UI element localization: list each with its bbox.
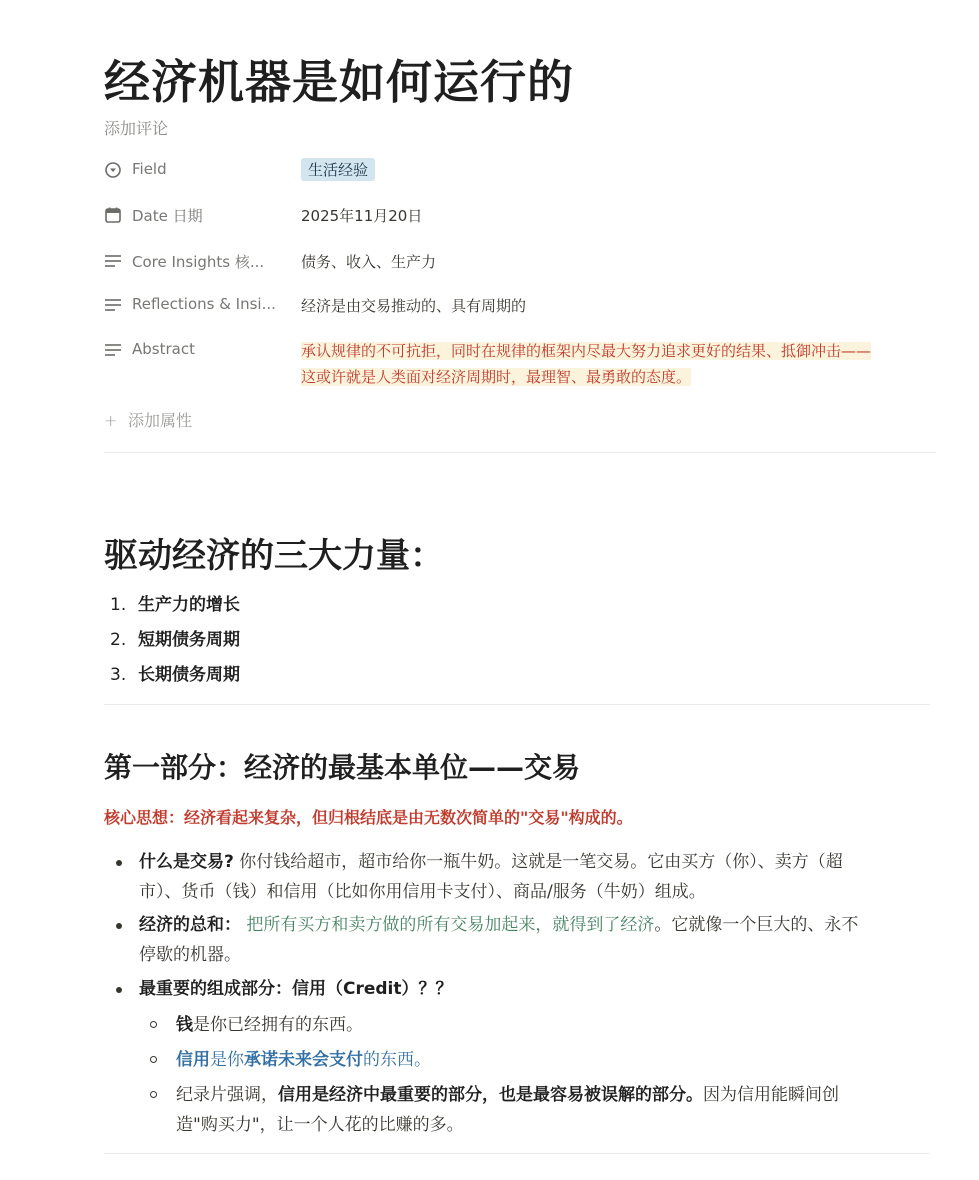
abstract-line-1: 承认规律的不可抗拒，同时在规律的框架内尽最大努力追求更好的结果、抵御冲击—— [301,342,872,360]
property-value[interactable]: 债务、收入、生产力 [301,253,437,271]
sub-bullet-money[interactable] [150,1010,935,1040]
bullet-text: 停歇的机器。 [139,945,241,965]
numbered-list [110,590,240,695]
add-property-button[interactable] [104,408,192,431]
divider [104,704,930,705]
tag-circle-icon [104,161,122,179]
sub-blue-bold: 承诺未来会支付 [244,1050,363,1070]
bullet-bold: 最重要的组成部分：信用（Credit）？？ [139,979,453,999]
bullet-bold: 经济的总和： [139,915,241,935]
property-abstract[interactable] [104,337,934,393]
bullet-text: 市）、货币（钱）和信用（比如你用信用卡支付）、商品/服务（牛奶）组成。 [139,882,706,902]
divider [104,452,936,453]
add-property-label: 添加属性 [128,411,193,430]
list-number: 1. [110,595,127,615]
property-name: Reflections & Insi... [132,295,276,313]
text-lines-icon [104,252,122,270]
sub-bullet-ring [150,1091,157,1098]
core-idea-text[interactable]: 核心思想：经济看起来复杂，但归根结底是由无数次简单的"交易"构成的。 [104,808,633,827]
bullet-dot [116,923,122,929]
property-date[interactable] [104,202,934,232]
list-number: 2. [110,630,127,650]
sub-text: 是你已经拥有的东西。 [193,1015,363,1035]
add-comment-button[interactable]: 添加评论 [104,119,169,138]
list-item[interactable] [110,660,240,695]
property-name: Date 日期 [132,207,203,225]
sub-text: 因为信用能瞬间创 [703,1085,839,1105]
list-item-text: 生产力的增长 [138,595,240,615]
property-value[interactable]: 经济是由交易推动的、具有周期的 [301,297,527,315]
bullet-item-transaction[interactable] [116,847,936,907]
property-value[interactable]: 2025年11月20日 [301,207,423,225]
text-lines-icon [104,296,122,314]
calendar-icon [104,206,122,224]
sub-bold: 钱 [176,1015,193,1035]
sub-blue-text: 是你 [210,1050,244,1070]
sub-bullet-ring [150,1056,157,1063]
divider [104,1153,930,1154]
sub-text: 造"购买力"，让一个人花的比赚的多。 [176,1115,464,1135]
text-lines-icon [104,341,122,359]
property-core-insights[interactable] [104,248,934,278]
property-value[interactable] [301,160,375,181]
property-value[interactable] [301,338,933,390]
heading-three-forces[interactable]: 驱动经济的三大力量： [104,536,444,576]
property-field[interactable] [104,157,934,187]
list-item[interactable] [110,625,240,660]
sub-blue-bold: 信用 [176,1050,210,1070]
sub-blue-text: 的东西。 [363,1050,431,1070]
bullet-bold: 什么是交易? [139,852,234,872]
sub-bullet-credit[interactable] [150,1045,935,1075]
sub-bullet-ring [150,1021,157,1028]
property-reflections[interactable] [104,292,934,322]
sub-bold: 信用是经济中最重要的部分，也是最容易被误解的部分。 [278,1085,703,1105]
bullet-text: 你付钱给超市，超市给你一瓶牛奶。这就是一笔交易。它由买方（你）、卖方（超 [233,852,843,872]
plus-icon: + [104,411,118,430]
bullet-green-text: 把所有买方和卖方做的所有交易加起来，就得到了经济 [241,915,655,935]
property-name: Abstract [132,340,195,358]
heading-part-one[interactable]: 第一部分：经济的最基本单位——交易 [104,751,581,784]
abstract-line-2: 这或许就是人类面对经济周期时，最理智、最勇敢的态度。 [301,368,692,386]
bullet-item-credit[interactable] [116,974,936,1004]
list-number: 3. [110,665,127,685]
list-item[interactable] [110,590,240,625]
property-name: Core Insights 核... [132,253,265,271]
sub-text: 纪录片强调， [176,1085,278,1105]
bullet-dot [116,987,122,993]
bullet-item-economy-total[interactable] [116,910,936,970]
bullet-text: 。它就像一个巨大的、永不 [654,915,859,935]
field-tag[interactable]: 生活经验 [301,158,375,181]
list-item-text: 长期债务周期 [138,665,240,685]
sub-bullet-documentary[interactable] [150,1080,935,1140]
list-item-text: 短期债务周期 [138,630,240,650]
bullet-dot [116,860,122,866]
property-name: Field [132,160,167,178]
page-title[interactable]: 经济机器是如何运行的 [104,55,574,109]
